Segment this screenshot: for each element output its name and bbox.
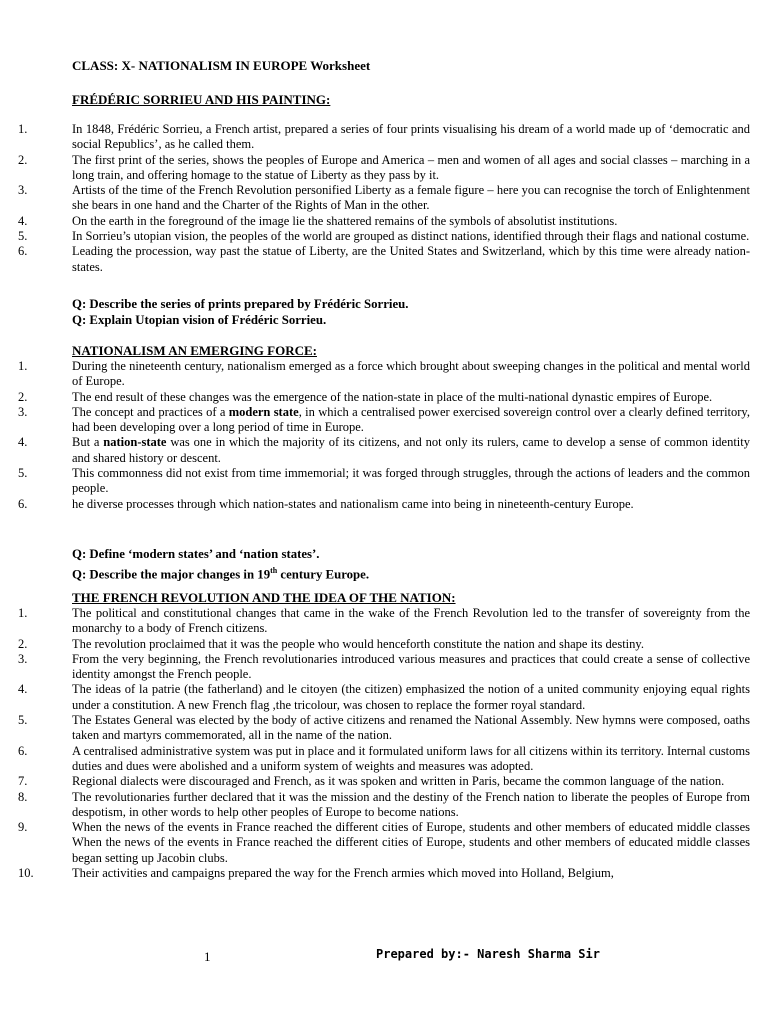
list-item: 8. The revolutionaries further declared that it was the mission and the destiny of the French nation to liberate the peoples of Europe from despotism, in other words to help other peoples of Europe to become nations. [18, 789, 750, 819]
question: Q: Describe the major changes in 19th century Europe. [72, 565, 370, 581]
list-item: 5. The Estates General was elected by the body of active citizens and renamed the National Assembly. New hymns were composed, oaths taken and martyrs commemorated, all in the name of the nation. [18, 713, 750, 743]
section-heading-french-revolution: THE FRENCH REVOLUTION AND THE IDEA OF THE NATION: [72, 590, 456, 605]
list-item: 10. Their activities and campaigns prepared the way for the French armies which moved into Holland, Belgium, [18, 866, 614, 881]
list-item: 2. The revolution proclaimed that it was the people who would henceforth constitute the nation and shape its destiny. [18, 636, 644, 651]
list-item: 6. A centralised administrative system was put in place and it formulated uniform laws for all citizens within its territory. Internal customs duties and dues were abolished and a uniform system of weights and measures was adopted. [18, 743, 750, 773]
question: Q: Explain Utopian vision of Frédéric Sorrieu. [72, 312, 327, 327]
question: Q: Describe the series of prints prepared by Frédéric Sorrieu. [72, 297, 409, 311]
questions-nationalism [72, 547, 369, 582]
prepared-by: Prepared by:- Naresh Sharma Sir [376, 947, 600, 961]
list-item: 6. he diverse processes through which nation-states and nationalism came into being in nineteenth-century Europe. [18, 496, 634, 511]
list-item: 1. During the nineteenth century, nationalism emerged as a force which brought about sweeping changes in the political and mental world of Europe. [18, 359, 750, 389]
section-list-sorrieu [0, 122, 750, 275]
list-item: 3. From the very beginning, the French revolutionaries introduced various measures and practices that could create a sense of collective identity amongst the French people. [18, 651, 750, 682]
questions-sorrieu [72, 297, 408, 328]
list-item: 5. In Sorrieu’s utopian vision, the peoples of the world are grouped as distinct nations, identified through their flags and national costume. [18, 229, 750, 244]
section-list-french-revolution [0, 606, 750, 881]
list-item: 4. On the earth in the foreground of the image lie the shattered remains of the symbols of absolutist institutions. [18, 213, 618, 228]
question: Q: Define ‘modern states’ and ‘nation states’. [72, 547, 320, 561]
list-item: 3. Artists of the time of the French Revolution personified Liberty as a female figure – here you can recognise the torch of Enlightenment she bears in one hand and the Charter of the Rights of Man in the other. [18, 183, 750, 213]
list-item: 3. The concept and practices of a modern state, in which a centralised power exercised sovereign control over a clearly defined territory, had been developing over a long period of time in Europe. [18, 404, 750, 435]
list-item: 4. The ideas of la patrie (the fatherland) and le citoyen (the citizen) emphasized the notion of a united community enjoying equal rights under a constitution. A new French flag ,the tricolour, was chosen to replace the former royal standard. [18, 682, 750, 712]
list-item: 2. The first print of the series, shows the peoples of Europe and America – men and women of all ages and social classes – marching in a long train, and offering homage to the statue of Liberty as they pass by it. [18, 152, 750, 182]
section-heading-nationalism: NATIONALISM AN EMERGING FORCE: [72, 343, 317, 358]
section-list-nationalism [0, 359, 750, 512]
list-item: 1. In 1848, Frédéric Sorrieu, a French artist, prepared a series of four prints visualising his dream of a world made up of ‘democratic and social Republics’, as he called them. [18, 122, 750, 152]
list-item: 5. This commonness did not exist from time immemorial; it was forged through struggles, through the actions of leaders and the common people. [18, 466, 750, 496]
list-item: 1. The political and constitutional changes that came in the wake of the French Revolution led to the transfer of sovereignty from the monarchy to a body of French citizens. [18, 606, 750, 636]
section-heading-sorrieu: FRÉDÉRIC SORRIEU AND HIS PAINTING: [72, 92, 331, 107]
list-item: 7. Regional dialects were discouraged and French, as it was spoken and written in Paris, became the common language of the nation. [18, 774, 725, 789]
list-item: 9. When the news of the events in France reached the different cities of Europe, students and other members of educated middle classes When the news of the events in France reached the different cities of Europe, students and other members of educated middle classes began setting up Jacobin clubs. [18, 820, 750, 865]
list-item: 4. But a nation-state was one in which the majority of its citizens, and not only its rulers, came to develop a sense of common identity and shared history or descent. [18, 435, 750, 465]
list-item: 2. The end result of these changes was the emergence of the nation-state in place of the multi-national dynastic empires of Europe. [18, 389, 713, 404]
list-item: 6. Leading the procession, way past the statue of Liberty, are the United States and Switzerland, which by this time were already nation-states. [18, 244, 750, 274]
page-number: 1 [204, 949, 211, 964]
page-title: CLASS: X- NATIONALISM IN EUROPE Worksheet [72, 58, 371, 73]
